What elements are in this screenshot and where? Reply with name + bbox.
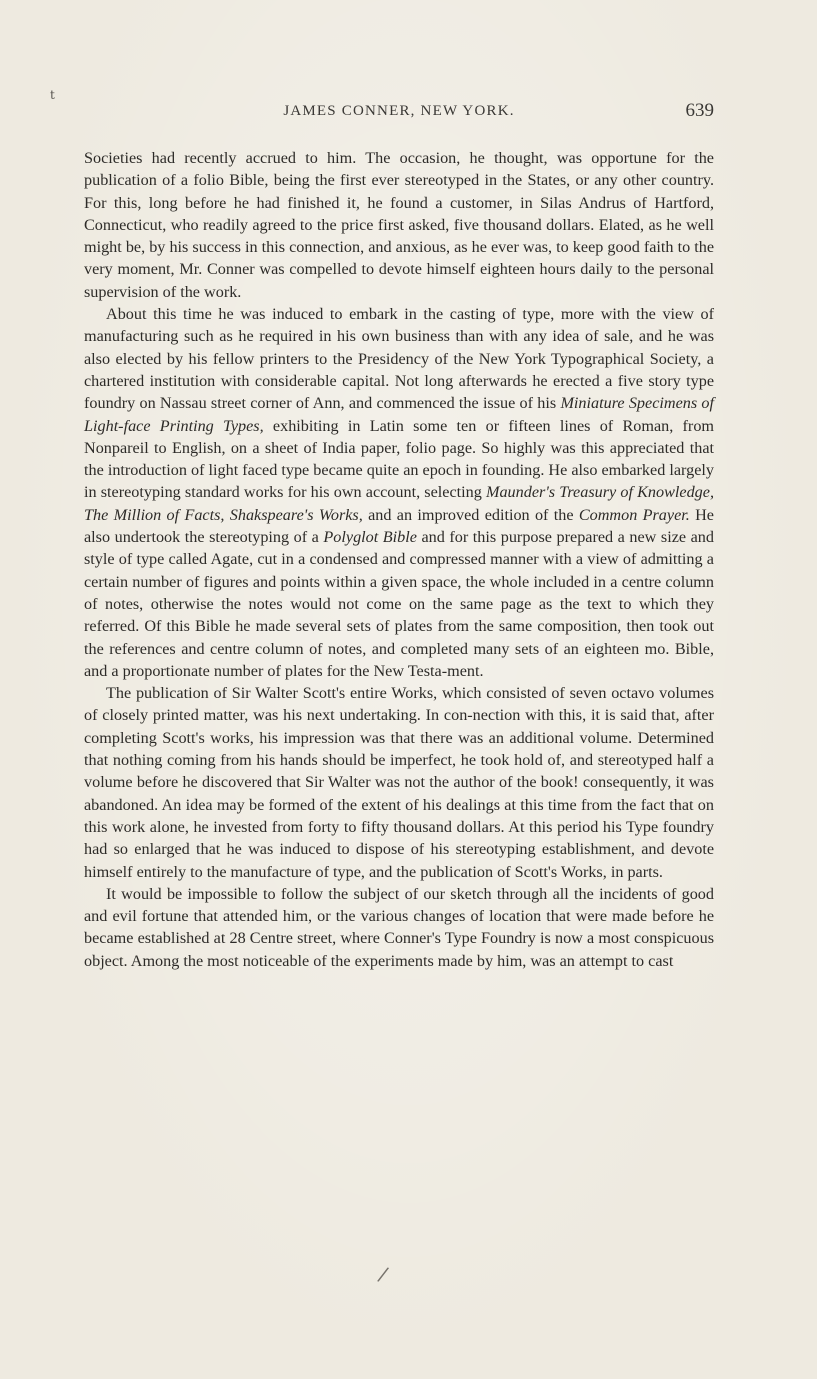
paragraph-4 [84, 883, 714, 972]
paragraph-2 [84, 303, 714, 682]
paragraph-3 [84, 682, 714, 883]
page-header [84, 100, 714, 130]
running-head: JAMES CONNER, NEW YORK. [283, 103, 515, 119]
text-run: Societies had recently accrued to him. The occasion, he thought, was opportune for the publication of a folio Bible, being the first ever stereotyped in the States, or any other country. For this, long before he had finished it, he found a customer, in Silas Andrus of Hartford, Connecticut, who readily agreed to the price first asked, five thousand dollars. Elated, as he well might be, by his success in this connection, and anxious, as he ever was, to keep good faith to the very moment, Mr. Conner was compelled to devote himself eighteen hours daily to the personal supervision of the work. [84, 149, 714, 301]
text-run: The publication of Sir Walter Scott's entire Works, which consisted of seven octavo volumes of closely printed matter, was his next undertaking. In con-nection with this, it is said that, after completing Scott's works, his impression was that there was an additional volume. Determined that nothing coming from his hands should be imperfect, he took hold of, and stereotyped half a volume before he discovered that Sir Walter was not the author of the book! consequently, it was abandoned. An idea may be formed of the extent of his dealings at this time from the fact that on this work alone, he invested from forty to fifty thousand dollars. At this period his Type foundry had so enlarged that he was induced to dispose of his stereotyping establishment, and devote himself entirely to the manufacture of type, and the publication of Scott's Works, in parts. [84, 684, 714, 881]
text-run: About this time he was induced to embark in the casting of type, more with the view of manufacturing such as he required in his own business than with any idea of sale, and he was also elected by his fellow printers to the Presidency of the New York Typographical Society, a chartered institution with considerable capital. Not long afterwards he erected a five story type foundry on Nassau street corner of Ann, and commenced the issue of his [84, 305, 714, 413]
paragraph-1 [84, 147, 714, 303]
text-run: He also undertook the stereotyping of a [84, 505, 714, 547]
italic-title: Maunder's Treasury of Knowledge, The Million of Facts, Shakspeare's Works, [84, 483, 714, 524]
italic-title: Miniature Specimens of Light-face Printing Types, [84, 394, 714, 435]
margin-mark: t [50, 88, 55, 102]
body-text [84, 147, 714, 972]
text-run: and for this purpose prepared a new size and style of type called Agate, cut in a condensed and compressed manner with a view of admitting a certain number of figures and points within a given space, the whole included in a centre column of notes, otherwise the notes would not come on the same page as the text to which they referred. Of this Bible he made several sets of plates from the same composition, then took out the references and centre column of notes, and completed many sets of an eighteen mo. Bible, and a proportionate number of plates for the New Testa-ment. [84, 528, 714, 680]
footer-mark: / [376, 1261, 391, 1287]
text-run: and an improved edition of the [362, 505, 579, 524]
italic-title: Common Prayer. [578, 505, 690, 524]
page-number: 639 [685, 100, 714, 121]
italic-title: Polyglot Bible [323, 528, 417, 547]
text-run: exhibiting in Latin some ten or fifteen lines of Roman, from Nonpareil to English, on a sheet of India paper, folio page. So highly was this appreciated that the introduction of light faced type became quite an epoch in founding. He also embarked largely in stereotyping standard works for his own account, selecting [84, 416, 714, 502]
text-run: It would be impossible to follow the subject of our sketch through all the incidents of good and evil fortune that attended him, or the various changes of location that were made before he became established at 28 Centre street, where Conner's Type Foundry is now a most conspicuous object. Among the most noticeable of the experiments made by him, was an attempt to cast [84, 884, 714, 970]
